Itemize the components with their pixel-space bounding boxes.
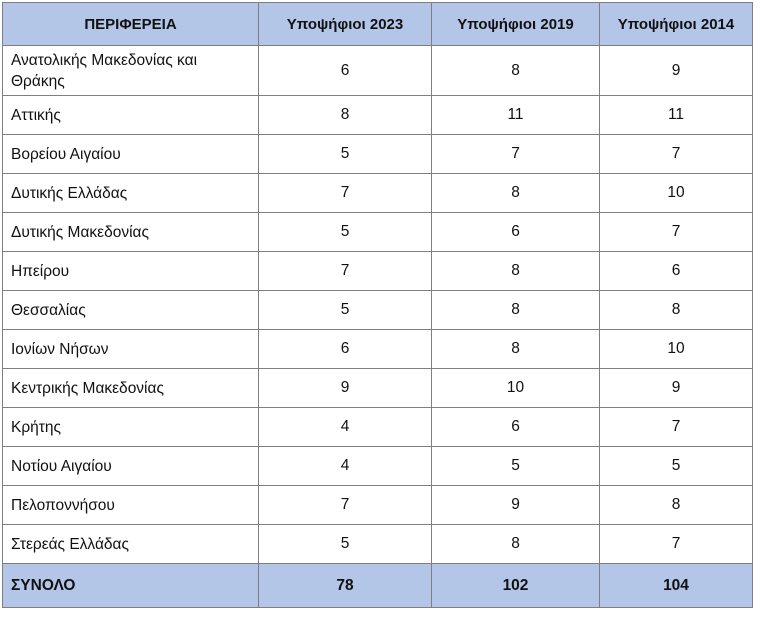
region-cell: Κεντρικής Μακεδονίας [3, 369, 259, 408]
table-row [3, 486, 753, 525]
table-row [3, 135, 753, 174]
candidates-table [2, 2, 753, 608]
value-2023-cell: 4 [259, 408, 432, 447]
region-cell: Δυτικής Ελλάδας [3, 174, 259, 213]
region-cell: Θεσσαλίας [3, 291, 259, 330]
value-2014-cell: 10 [600, 330, 753, 369]
value-2023-cell: 5 [259, 135, 432, 174]
table-row [3, 291, 753, 330]
region-cell: Ιονίων Νήσων [3, 330, 259, 369]
value-2014-cell: 7 [600, 408, 753, 447]
value-2019-cell: 8 [432, 330, 600, 369]
region-cell: Στερεάς Ελλάδας [3, 525, 259, 564]
table-row [3, 252, 753, 291]
total-2019-cell: 102 [432, 564, 600, 608]
value-2019-cell: 8 [432, 46, 600, 96]
value-2014-cell: 9 [600, 46, 753, 96]
value-2023-cell: 8 [259, 96, 432, 135]
total-2014-cell: 104 [600, 564, 753, 608]
total-label: ΣΥΝΟΛΟ [3, 564, 259, 608]
value-2019-cell: 11 [432, 96, 600, 135]
value-2023-cell: 5 [259, 213, 432, 252]
table-row [3, 46, 753, 96]
value-2019-cell: 7 [432, 135, 600, 174]
header-region: ΠΕΡΙΦΕΡΕΙΑ [3, 3, 259, 46]
value-2014-cell: 11 [600, 96, 753, 135]
table-row [3, 330, 753, 369]
region-cell: Πελοποννήσου [3, 486, 259, 525]
value-2014-cell: 5 [600, 447, 753, 486]
value-2023-cell: 5 [259, 291, 432, 330]
value-2023-cell: 7 [259, 486, 432, 525]
value-2014-cell: 6 [600, 252, 753, 291]
table-row [3, 213, 753, 252]
table-row [3, 369, 753, 408]
value-2019-cell: 8 [432, 174, 600, 213]
value-2019-cell: 6 [432, 408, 600, 447]
region-cell: Κρήτης [3, 408, 259, 447]
value-2019-cell: 8 [432, 525, 600, 564]
region-cell: Ηπείρου [3, 252, 259, 291]
value-2019-cell: 6 [432, 213, 600, 252]
region-cell: Αττικής [3, 96, 259, 135]
table-row [3, 408, 753, 447]
header-candidates-2023: Υποψήφιοι 2023 [259, 3, 432, 46]
value-2019-cell: 5 [432, 447, 600, 486]
table-row [3, 447, 753, 486]
value-2014-cell: 8 [600, 486, 753, 525]
region-cell: Ανατολικής Μακεδονίας και Θράκης [3, 46, 259, 96]
total-row [3, 564, 753, 608]
table-row [3, 174, 753, 213]
header-candidates-2014: Υποψήφιοι 2014 [600, 3, 753, 46]
header-row [3, 3, 753, 46]
value-2019-cell: 8 [432, 252, 600, 291]
table-row [3, 525, 753, 564]
header-candidates-2019: Υποψήφιοι 2019 [432, 3, 600, 46]
value-2019-cell: 8 [432, 291, 600, 330]
value-2014-cell: 8 [600, 291, 753, 330]
region-cell: Βορείου Αιγαίου [3, 135, 259, 174]
value-2023-cell: 4 [259, 447, 432, 486]
value-2023-cell: 6 [259, 330, 432, 369]
value-2014-cell: 9 [600, 369, 753, 408]
value-2014-cell: 7 [600, 525, 753, 564]
region-cell: Δυτικής Μακεδονίας [3, 213, 259, 252]
value-2023-cell: 7 [259, 174, 432, 213]
value-2019-cell: 10 [432, 369, 600, 408]
value-2014-cell: 7 [600, 135, 753, 174]
value-2014-cell: 7 [600, 213, 753, 252]
table-row [3, 96, 753, 135]
value-2014-cell: 10 [600, 174, 753, 213]
total-2023-cell: 78 [259, 564, 432, 608]
value-2023-cell: 9 [259, 369, 432, 408]
value-2023-cell: 6 [259, 46, 432, 96]
value-2023-cell: 7 [259, 252, 432, 291]
region-cell: Νοτίου Αιγαίου [3, 447, 259, 486]
value-2023-cell: 5 [259, 525, 432, 564]
value-2019-cell: 9 [432, 486, 600, 525]
